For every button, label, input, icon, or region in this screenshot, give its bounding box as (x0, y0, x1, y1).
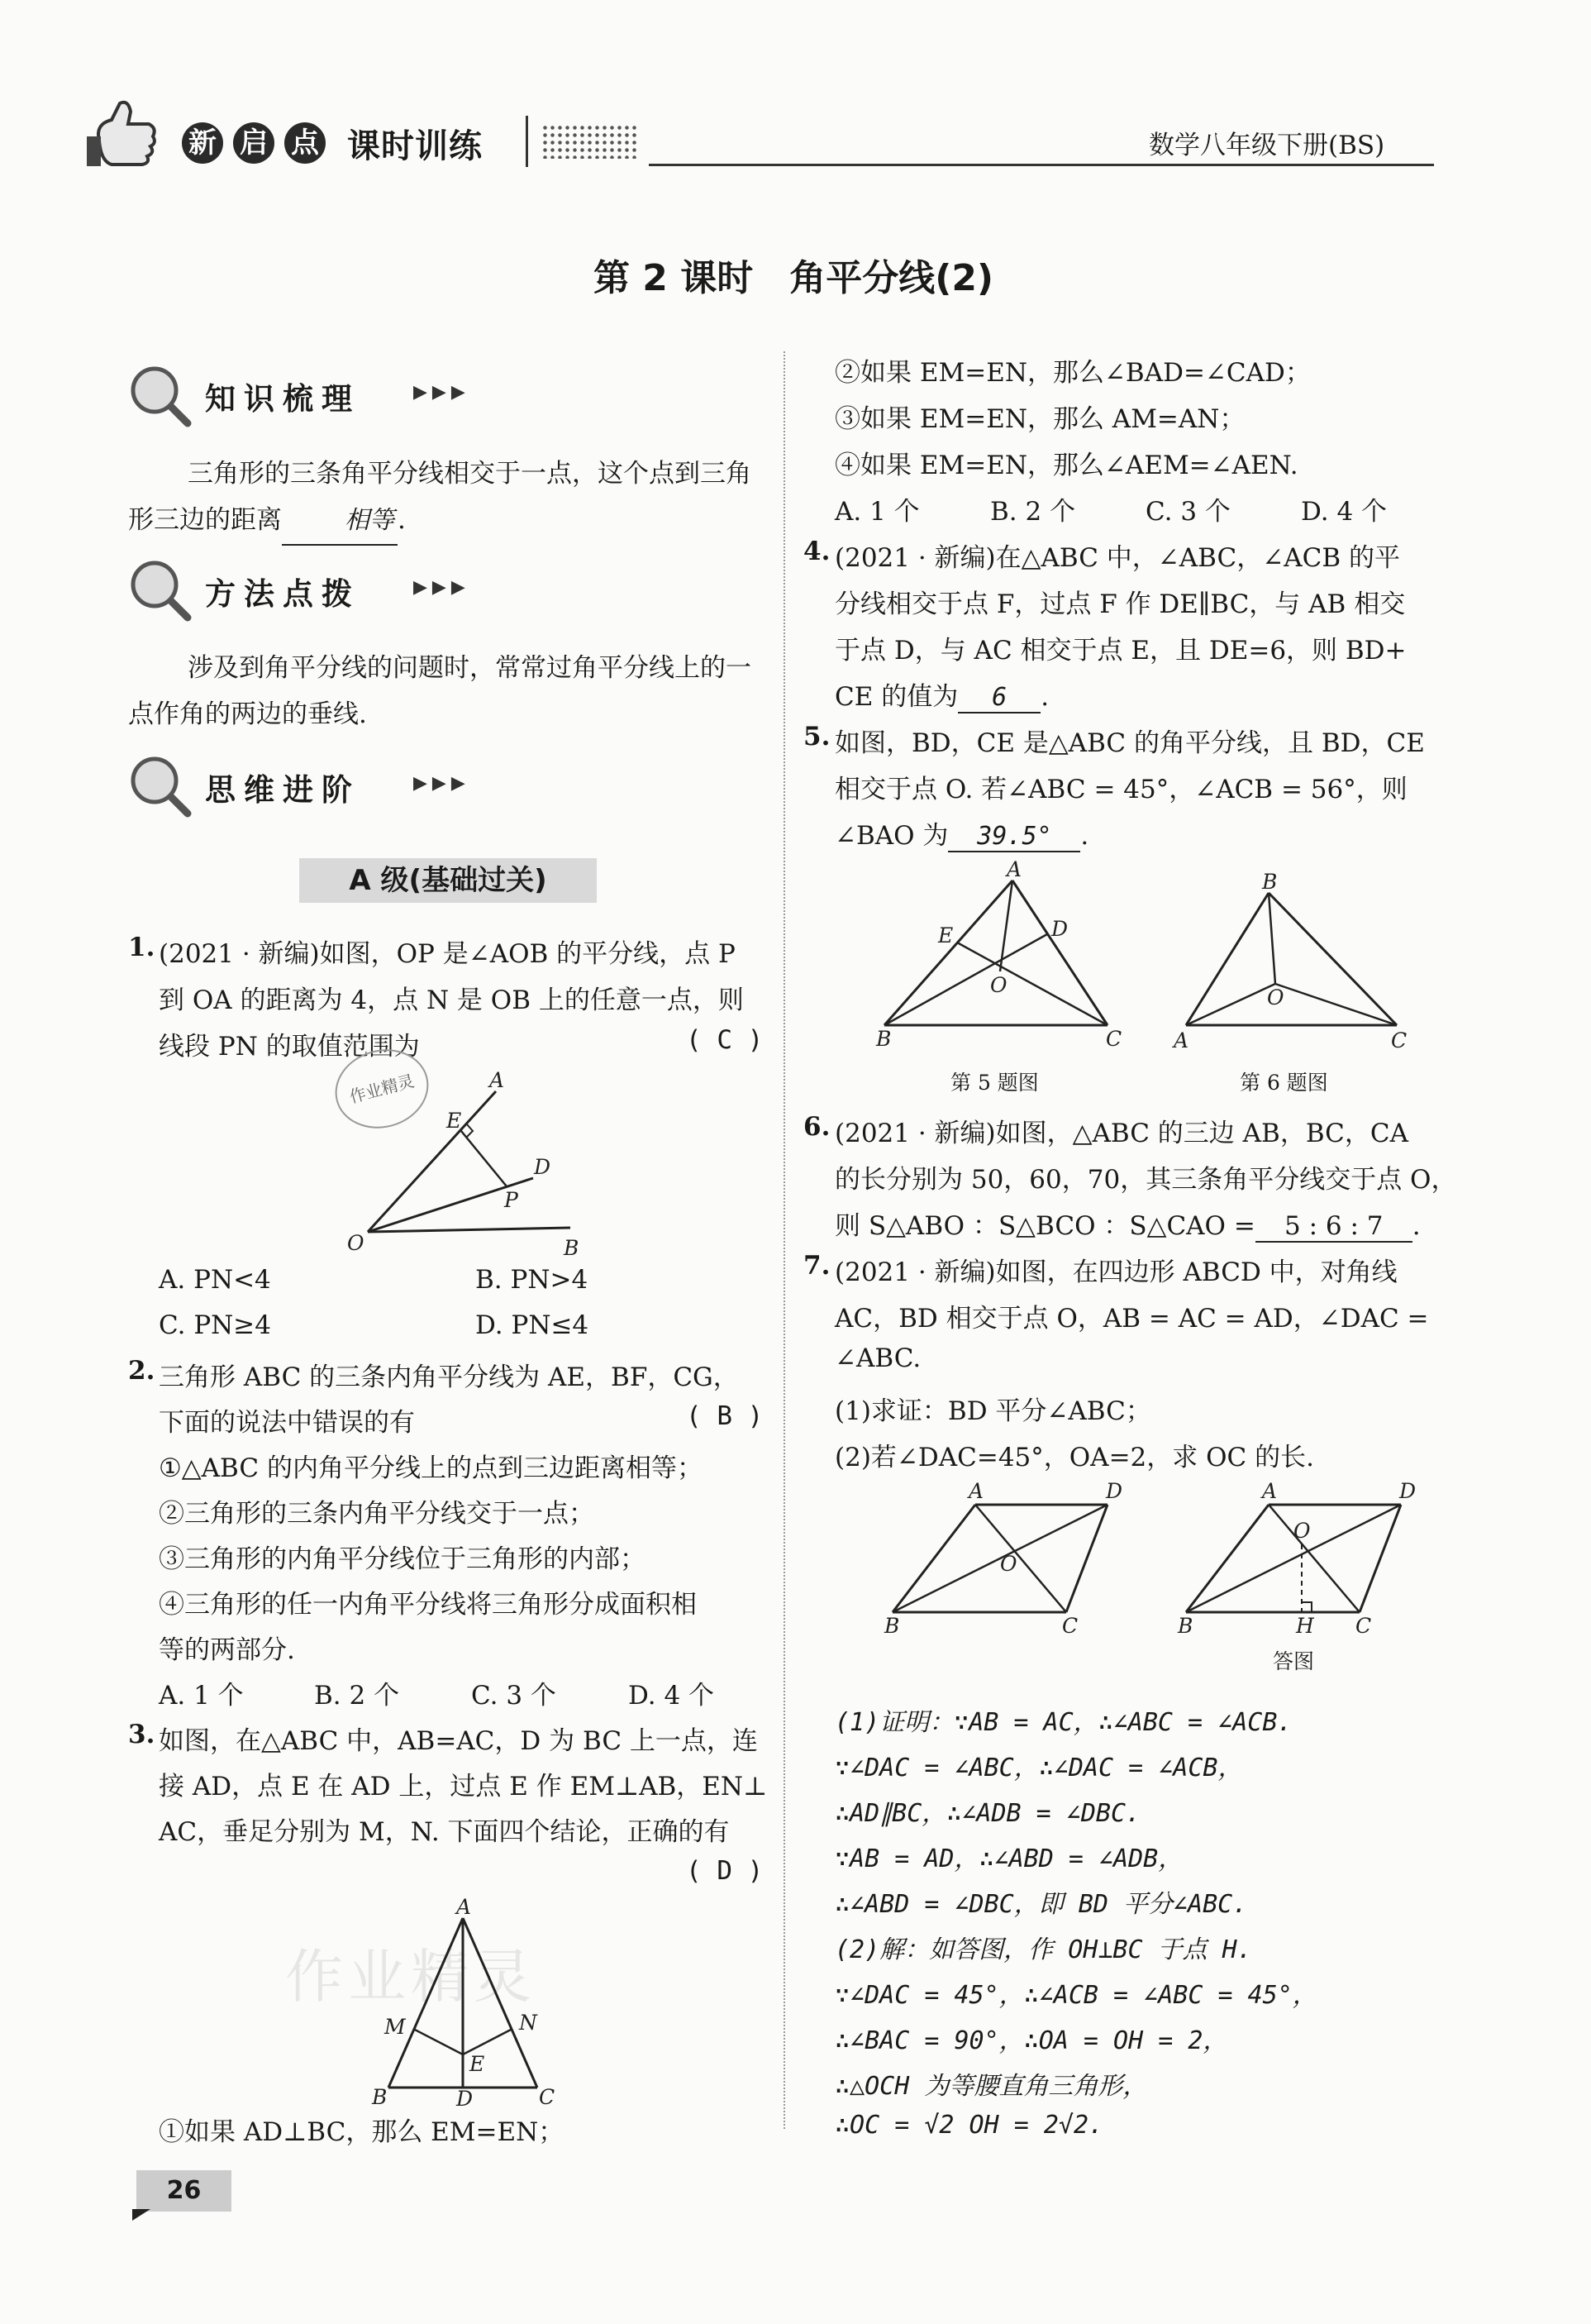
q2-item-1: ①△ABC 的内角平分线上的点到三边距离相等； (159, 1453, 703, 1483)
q7-solution-4: ∵AB = AD，∴∠ABD = ∠ADB， (835, 1844, 1184, 1873)
q6-label-b: B (1262, 872, 1278, 894)
section-arrows: ▶▶▶ (413, 773, 470, 794)
logo-char-3: 点 (284, 122, 326, 164)
q1-number: 1. (128, 933, 155, 962)
q6-figure (1169, 872, 1417, 1050)
q7-answer-label-c: C (1355, 1614, 1372, 1637)
q5-line-2: 相交于点 O. 若∠ABC = 45°，∠ACB = 56°，则 (835, 775, 1408, 804)
q7-solution-8: ∴∠BAC = 90°，∴OA = OH = 2， (835, 2026, 1228, 2055)
q2-item-3: ③三角形的内角平分线位于三角形的内部； (159, 1544, 645, 1574)
q1-line-2: 到 OA 的距离为 4，点 N 是 OB 上的任意一点，则 (159, 985, 744, 1015)
q5-label-b: B (876, 1027, 892, 1050)
section-thinking-title: 思维进阶 (205, 772, 360, 808)
q6-answer: 5 : 6 : 7 (1255, 1211, 1412, 1243)
knowledge-text (128, 451, 765, 546)
thumbs-up-icon (83, 95, 161, 174)
q3-item-1: ①如果 AD⊥BC，那么 EM=EN； (159, 2117, 564, 2147)
q7-answer-label-a: A (1262, 1480, 1278, 1503)
q7-solution-1: (1)证明：∵AB = AC，∴∠ABC = ∠ACB. (835, 1708, 1293, 1737)
q3-answer: ( D ) (686, 1856, 764, 1886)
q7-label-c: C (1062, 1614, 1079, 1637)
q5-label-e: E (938, 923, 954, 947)
q3-line-3: AC，垂足分别为 M，N. 下面四个结论，正确的有 (159, 1817, 730, 1847)
q1-label-b: B (564, 1236, 579, 1260)
q6-line-3 (835, 1205, 1421, 1243)
magnifier-icon (128, 364, 194, 430)
q3-item-2: ②如果 EM=EN，那么∠BAD=∠CAD； (835, 358, 1311, 388)
q3-label-n: N (519, 2011, 537, 2035)
q2-option-c: C. 3 个 (471, 1681, 556, 1711)
q4-last-before: CE 的值为 (835, 682, 959, 712)
q7-line-2: AC，BD 相交于点 O，AB = AC = AD，∠DAC = (835, 1304, 1429, 1334)
q1-option-b: B. PN>4 (475, 1265, 588, 1295)
q3-option-d: D. 4 个 (1301, 497, 1388, 527)
q7-solution-5: ∴∠ABD = ∠DBC，即 BD 平分∠ABC. (835, 1890, 1248, 1919)
magnifier-icon (128, 558, 194, 624)
q3-line-1: 如图，在△ABC 中，AB=AC，D 为 BC 上一点，连 (159, 1726, 758, 1756)
header-dots (541, 124, 639, 159)
q3-label-a: A (456, 1897, 472, 1919)
q2-item-2: ②三角形的三条内角平分线交于一点； (159, 1499, 594, 1529)
q5-number: 5. (803, 722, 831, 752)
q5-figure (868, 860, 1132, 1050)
q1-label-e: E (446, 1109, 462, 1133)
q7-label-d: D (1106, 1480, 1123, 1503)
knowledge-text-before: 三角形的三条角平分线相交于一点，这个点到三角形三边的距离 (128, 459, 751, 535)
logo-char-1: 新 (182, 122, 223, 164)
section-method-title: 方法点拨 (205, 576, 360, 612)
q2-line-1: 三角形 ABC 的三条内角平分线为 AE，BF，CG， (159, 1362, 739, 1392)
q2-number: 2. (128, 1356, 155, 1386)
knowledge-text-after: . (398, 505, 406, 535)
q7-figure (876, 1480, 1132, 1637)
q7-answer-label-b: B (1178, 1614, 1193, 1637)
q1-option-c: C. PN≥4 (159, 1310, 272, 1340)
q1-answer: ( C ) (686, 1025, 764, 1055)
q3-label-m: M (384, 2015, 406, 2039)
series-title: 课时训练 (347, 127, 483, 165)
q1-label-p: P (504, 1188, 518, 1212)
section-arrows: ▶▶▶ (413, 382, 470, 403)
q7-answer-label-o: O (1293, 1519, 1311, 1543)
section-knowledge-title: 知识梳理 (205, 381, 360, 417)
q7-answer-caption: 答图 (1273, 1649, 1315, 1673)
header (0, 0, 1591, 190)
q1-line-3: 线段 PN 的取值范围为 (159, 1032, 420, 1062)
q6-last-after: . (1412, 1211, 1421, 1241)
q3-item-4: ④如果 EM=EN，那么∠AEM=∠AEN. (835, 451, 1298, 480)
q7-answer-label-d: D (1399, 1480, 1417, 1503)
q5-line-3 (835, 814, 1088, 852)
q1-option-d: D. PN≤4 (475, 1310, 589, 1340)
q6-line-2: 的长分别为 50，60，70，其三条角平分线交于点 O， (835, 1165, 1457, 1195)
q2-item-4: ④三角形的任一内角平分线将三角形分成面积相 (159, 1590, 697, 1620)
section-arrows: ▶▶▶ (413, 577, 470, 598)
q6-last-before: 则 S△ABO ：S△BCO ：S△CAO = (835, 1211, 1255, 1241)
q7-part-1: (1)求证：BD 平分∠ABC； (835, 1396, 1151, 1426)
q4-last-after: . (1041, 682, 1050, 712)
q3-number: 3. (128, 1720, 155, 1749)
level-banner: A 级(基础过关) (299, 858, 597, 903)
q2-option-b: B. 2 个 (314, 1681, 400, 1711)
q3-label-b: B (372, 2085, 388, 2108)
q5-answer: 39.5° (948, 822, 1080, 852)
q4-line-4 (835, 675, 1049, 713)
q2-item-5: 等的两部分. (159, 1635, 295, 1665)
q7-line-3: ∠ABC. (835, 1343, 922, 1373)
knowledge-answer: 相等 (282, 498, 398, 546)
q1-label-d: D (534, 1155, 551, 1179)
q1-option-a: A. PN<4 (159, 1265, 271, 1295)
watermark: 作业精灵 (285, 1943, 536, 2011)
q6-label-o: O (1267, 985, 1284, 1009)
q5-last-before: ∠BAO 为 (835, 821, 949, 851)
q3-label-e: E (469, 2052, 485, 2076)
header-divider (526, 116, 528, 167)
page-number: 26 (136, 2170, 231, 2212)
q7-line-1: (2021 · 新编)如图，在四边形 ABCD 中，对角线 (835, 1257, 1398, 1287)
q5-label-o: O (990, 973, 1007, 997)
q6-caption: 第 6 题图 (1240, 1071, 1328, 1095)
method-text: 涉及到角平分线的问题时，常常过角平分线上的一点作角的两边的垂线. (128, 653, 751, 729)
q1-label-o: O (347, 1231, 364, 1255)
q7-solution-10: ∴OC = √2 OH = 2√2. (835, 2111, 1104, 2140)
q6-number: 6. (803, 1112, 831, 1142)
lesson-title: 第 2 课时 角平分线(2) (593, 257, 994, 299)
q3-option-b: B. 2 个 (990, 497, 1076, 527)
q3-label-d: D (456, 2087, 474, 2108)
q7-solution-2: ∵∠DAC = ∠ABC，∴∠DAC = ∠ACB， (835, 1754, 1243, 1782)
q5-label-d: D (1051, 917, 1069, 941)
q2-option-a: A. 1 个 (159, 1681, 244, 1711)
q7-number: 7. (803, 1251, 831, 1281)
q2-line-2: 下面的说法中错误的有 (159, 1408, 415, 1438)
q7-solution-3: ∴AD∥BC，∴∠ADB = ∠DBC. (835, 1799, 1141, 1828)
q5-label-a: A (1007, 860, 1022, 881)
q2-answer: ( B ) (686, 1401, 764, 1431)
q5-line-1: 如图，BD，CE 是△ABC 的角平分线，且 BD，CE (835, 728, 1425, 758)
q7-answer-label-h: H (1296, 1614, 1314, 1637)
q6-line-1: (2021 · 新编)如图，△ABC 的三边 AB，BC，CA (835, 1119, 1409, 1148)
column-divider (784, 351, 785, 2129)
header-rule (649, 164, 1434, 166)
q7-part-2: (2)若∠DAC=45°，OA=2，求 OC 的长. (835, 1443, 1314, 1472)
q3-figure (364, 1897, 562, 2108)
q1-label-a: A (489, 1068, 505, 1092)
q7-label-a: A (969, 1480, 984, 1503)
q4-line-1: (2021 · 新编)在△ABC 中，∠ABC，∠ACB 的平 (835, 543, 1400, 573)
stamp-mark: 作业精灵 (326, 1039, 437, 1138)
q7-solution-6: (2)解：如答图，作 OH⊥BC 于点 H. (835, 1935, 1252, 1964)
q4-answer: 6 (958, 683, 1041, 713)
q2-option-d: D. 4 个 (628, 1681, 715, 1711)
magnifier-icon (128, 754, 194, 820)
logo-char-2: 启 (233, 122, 274, 164)
q3-item-3: ③如果 EM=EN，那么 AM=AN； (835, 404, 1246, 434)
q3-option-a: A. 1 个 (835, 497, 920, 527)
q4-number: 4. (803, 537, 831, 566)
page-number-corner (132, 2209, 150, 2221)
q4-line-2: 分线相交于点 F，过点 F 作 DE∥BC，与 AB 相交 (835, 589, 1406, 619)
q6-label-a: A (1174, 1028, 1189, 1050)
q7-answer-figure (1165, 1480, 1422, 1637)
q3-label-c: C (539, 2085, 555, 2108)
q7-label-b: B (884, 1614, 900, 1637)
q3-line-2: 接 AD，点 E 在 AD 上，过点 E 作 EM⊥AB，EN⊥ (159, 1772, 768, 1801)
q7-solution-9: ∴△OCH 为等腰直角三角形， (835, 2072, 1148, 2101)
q3-option-c: C. 3 个 (1146, 497, 1231, 527)
q7-solution-7: ∵∠DAC = 45°，∴∠ACB = ∠ABC = 45°， (835, 1981, 1317, 2010)
q5-caption: 第 5 题图 (950, 1071, 1039, 1095)
book-title: 数学八年级下册(BS) (1149, 131, 1385, 160)
q5-label-c: C (1106, 1027, 1122, 1050)
q1-line-1: (2021 · 新编)如图，OP 是∠AOB 的平分线，点 P (159, 939, 736, 969)
q5-last-after: . (1080, 821, 1089, 851)
q6-label-c: C (1391, 1028, 1408, 1050)
q4-line-3: 于点 D，与 AC 相交于点 E，且 DE=6，则 BD+ (835, 636, 1407, 666)
q7-label-o: O (1000, 1552, 1017, 1576)
